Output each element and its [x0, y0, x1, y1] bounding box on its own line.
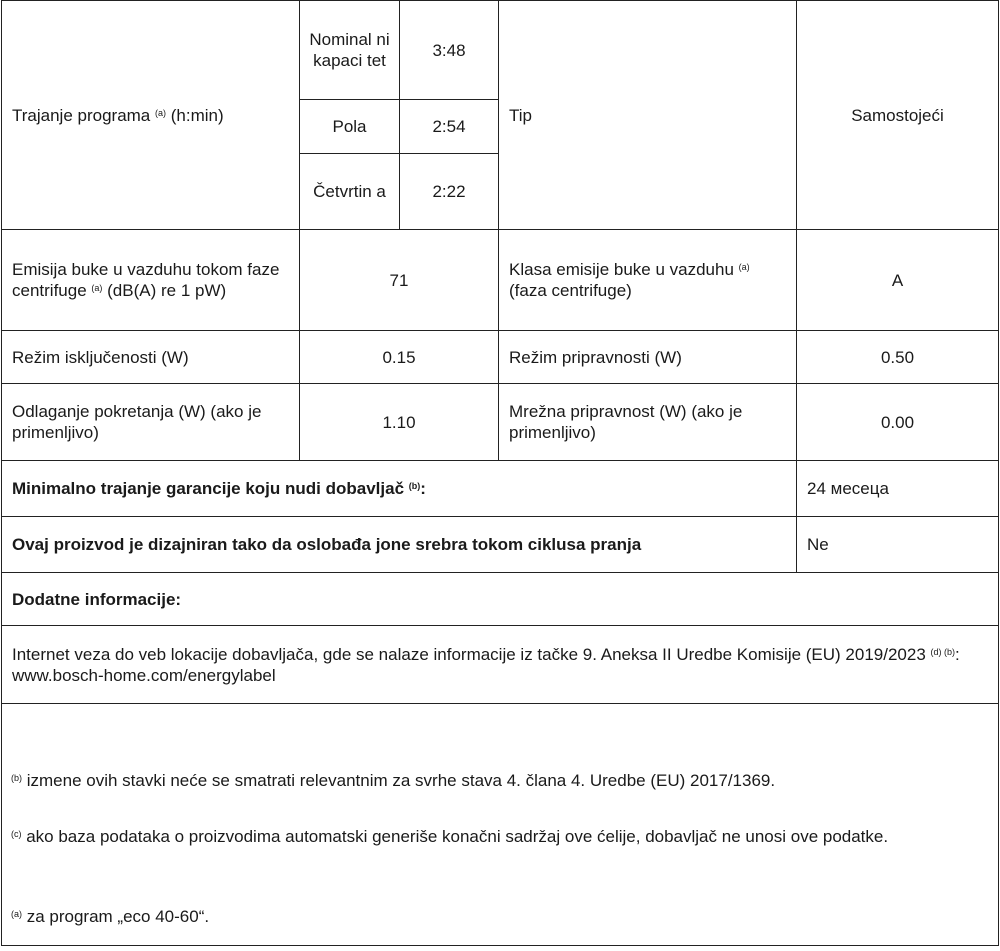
noise-class-label: Klasa emisije buke u vazduhu $^{(a)}$ (faza centrifuge) [499, 230, 797, 331]
noise-emission-value: 71 [300, 230, 499, 331]
off-mode-value: 0.15 [300, 331, 499, 384]
standby-label: Režim pripravnosti (W) [499, 331, 797, 384]
warranty-value: 24 месеца [797, 461, 999, 517]
noise-emission-label: Emisija buke u vazduhu tokom faze centrifuge $^{(a)}$ (dB(A) re 1 pW) [2, 230, 300, 331]
duration-half-value: 2:54 [400, 100, 499, 154]
noise-class-value: A [797, 230, 999, 331]
duration-quarter-label: Četvrtin a [300, 154, 400, 230]
duration-quarter-value: 2:22 [400, 154, 499, 230]
energylabel-link[interactable]: : www.bosch-home.com/energylabel [12, 644, 960, 685]
silver-ions-label: Ovaj proizvod je dizajniran tako da oslobađa jone srebra tokom ciklusa pranja [2, 517, 797, 573]
duration-nominal-label: Nominal ni kapaci tet [300, 1, 400, 100]
duration-nominal-value: 3:48 [400, 1, 499, 100]
additional-info-heading: Dodatne informacije: [2, 573, 999, 626]
type-label: Tip [499, 1, 797, 230]
product-info-table [1, 0, 999, 946]
delay-start-label: Odlaganje pokretanja (W) (ako je primenljivo) [2, 384, 300, 461]
network-standby-label: Mrežna pripravnost (W) (ako je primenljivo) [499, 384, 797, 461]
duration-half-label: Pola [300, 100, 400, 154]
program-duration-label: Trajanje programa $^{(a)}$ (h:min) [2, 1, 300, 230]
footnote-c: $^{(c)}$ ako baza podataka o proizvodima automatski generiše konačni sadržaj ove ćelije, dobavljač ne unosi ove podatke. [11, 827, 889, 846]
delay-start-value: 1.10 [300, 384, 499, 461]
footnote-a: $^{(a)}$ za program „eco 40-60“. [11, 907, 210, 926]
warranty-label: Minimalno trajanje garancije koju nudi dobavljač $^{(b)}$: [2, 461, 797, 517]
footnote-b: $^{(b)}$ izmene ovih stavki neće se smatrati relevantnim za svrhe stava 4. člana 4. Uredbe (EU) 2017/1369. [11, 771, 776, 790]
internet-link-cell: Internet veza do veb lokacije dobavljača, gde se nalaze informacije iz tačke 9. Aneksa II Uredbe Komisije (EU) 2019/2023 $^{(d) (b)}$: www.bosch-home.com/energylabel [2, 626, 999, 704]
off-mode-label: Režim isključenosti (W) [2, 331, 300, 384]
silver-ions-value: Ne [797, 517, 999, 573]
network-standby-value: 0.00 [797, 384, 999, 461]
type-value: Samostojeći [797, 1, 999, 230]
standby-value: 0.50 [797, 331, 999, 384]
